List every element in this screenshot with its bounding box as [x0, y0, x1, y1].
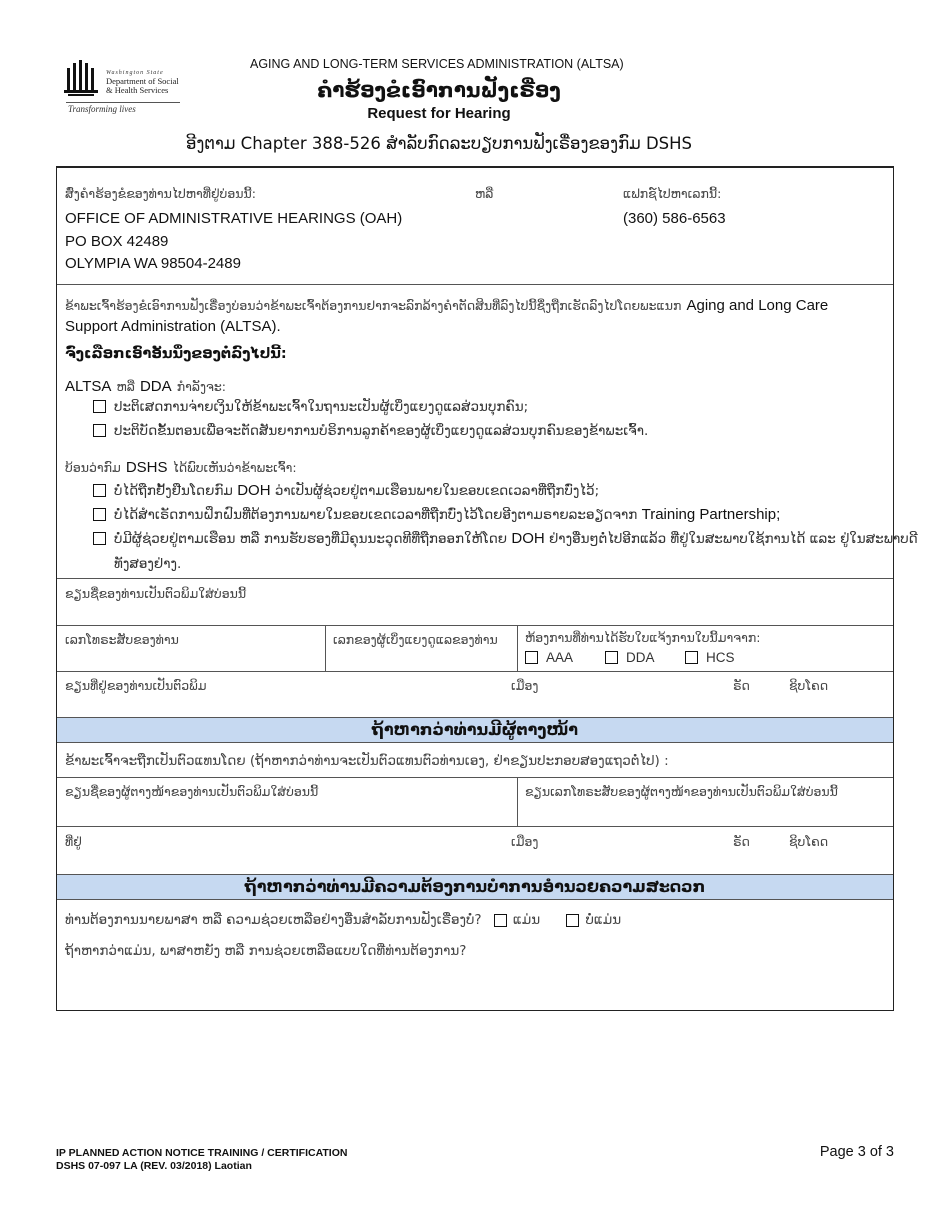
option-label-a: ບໍ່ມີຜູ້ຊ່ວຍຢູ່ຕາມເຮືອນ ຫລື ການຮັບຮອງທີ່ມີຄຸນນະວຸດທີທີ່ຖືກອອກໃຫ້ໂດຍ [114, 531, 508, 547]
checkbox[interactable] [93, 400, 106, 413]
caregiver-number-label: ເລກຂອງຜູ້ເບິ່ງແຍງດູແລຂອງທ່ານ [333, 632, 498, 647]
divider [517, 777, 518, 826]
group1-label [65, 376, 226, 395]
fax-label: ແຟກຊ໌ໄປຫາເລກນີ້: [623, 186, 722, 201]
notice-office-label: ຫ້ອງການທີ່ທ່ານໄດ້ຮັບໃບແຈ້ງການໃບນີ້ມາຈາກ: [525, 630, 761, 645]
training-partnership-label: Training Partnership; [641, 506, 781, 523]
doh-label: DOH [237, 482, 271, 499]
office-aaa-label: AAA [546, 650, 574, 665]
request-intro [65, 295, 885, 337]
option-terminate-contract[interactable] [93, 423, 648, 439]
altsa-label: ALTSA [65, 378, 112, 395]
accommodation-followup: ຖ້າຫາກວ່າແມ່ນ, ພາສາຫຍັງ ຫລື ການຊ່ວຍເຫລືອແບບໃດທີ່ທ່ານຕ້ອງການ? [65, 943, 467, 959]
dshs-label: DSHS [125, 459, 168, 476]
option-no-credential[interactable] [93, 530, 918, 547]
logo-tagline: Transforming lives [68, 104, 136, 114]
name-input[interactable] [57, 600, 893, 624]
representative-city-label: ເມືອງ [511, 834, 539, 849]
page-title: Request for Hearing [367, 105, 511, 122]
checkbox[interactable] [93, 532, 106, 545]
accommodation-input[interactable] [57, 963, 893, 1009]
representative-state-label: ຣັດ [733, 834, 750, 849]
request-intro-lao: ຂ້າພະເຈົ້າຮ້ອງຂໍເອົາການຟັງເຣື່ອງບ່ອນວ່າຂ້າພະເຈົ້າຕ້ອງການຢາກຈະລົກລ້າງຄຳຕັດສິນທີ່ລົງໄປນີ້ຊຶ່ງຖືກເຮັດລົງໄປໂດຍພະແນກ [65, 298, 682, 313]
page-number: Page 3 of 3 [819, 1144, 894, 1160]
form-title: IP PLANNED ACTION NOTICE TRAINING / CERTIFICATION [56, 1147, 348, 1159]
yes-label: ແມ່ນ [512, 912, 541, 928]
group2-label-c: ໄດ້ພົບເຫັນວ່າຂ້າພະເຈົ້າ: [172, 460, 297, 475]
representative-section-heading: ຖ້າຫາກວ່າທ່ານມີຜູ້ຕາງໜ້າ [57, 717, 893, 743]
page-title-lao: ຄຳຮ້ອງຂໍເອົາການຟັງເຣື່ອງ [317, 78, 561, 102]
send-to-label: ສົ່ງຄຳຮ້ອງຂໍຂອງທ່ານໄປຫາທີ່ຢູ່ບ່ອນນີ້: [65, 186, 256, 201]
representative-statement: ຂ້າພະເຈົ້າຈະຖືກເປັນຕົວແທນໂດຍ (ຖ້າຫາກວ່າທ່ານຈະເປັນຕົວແທນຕົວທ່ານເອງ, ຢ່າຂຽນປະກອບສອງແຖວຕໍ່ໄປ) : [65, 753, 669, 769]
option-deny-payment[interactable] [93, 399, 528, 415]
form-number: DSHS 07-097 LA (REV. 03/2018) Laotian [56, 1160, 252, 1172]
option-not-certified[interactable] [93, 482, 599, 499]
phone-label: ເລກໂທຣະສັບຂອງທ່ານ [65, 632, 179, 647]
agency-name: AGING AND LONG-TERM SERVICES ADMINISTRATION (ALTSA) [250, 57, 624, 71]
doh-label: DOH [511, 530, 545, 547]
representative-phone-label: ຂຽນເລກໂທຣະສັບຂອງຜູ້ຕາງໜ້າຂອງທ່ານເປັນຕົວພິມໃສ່ບ່ອນນີ້ [525, 784, 838, 799]
representative-name-input[interactable] [57, 798, 513, 824]
address-label: ຂຽນທີ່ຢູ່ຂອງທ່ານເປັນຕົວພິມ [65, 678, 207, 693]
is-going-to-label: ກຳລັງຈະ: [176, 379, 226, 394]
phone-input[interactable] [57, 646, 323, 670]
office-dda-label: DDA [626, 650, 655, 665]
divider [57, 284, 893, 285]
divider [57, 578, 893, 579]
zip-label: ຊິບໂຄດ [789, 678, 829, 693]
divider [57, 671, 893, 672]
city-label: ເມືອງ [511, 678, 539, 693]
option-label: ປະຕິເສດການຈ່າຍເງິນໃຫ້ຂ້າພະເຈົ້າໃນຖານະເປັນຜູ້ເບິ່ງແຍງດູແລສ່ວນບຸກຄົນ; [114, 399, 529, 415]
representative-zip-label: ຊິບໂຄດ [789, 834, 829, 849]
logo-rule [66, 102, 180, 103]
yes-checkbox[interactable] [494, 914, 507, 927]
representative-phone-input[interactable] [519, 798, 893, 824]
logo-state: Washington State [106, 70, 164, 76]
option-not-trained[interactable] [93, 506, 780, 523]
divider [325, 625, 326, 671]
address-input[interactable] [57, 694, 893, 716]
checkbox[interactable] [685, 651, 698, 664]
logo-dept-line1: Department of Social [106, 76, 179, 86]
logo-dept-line2: & Health Services [106, 85, 169, 95]
page-subtitle: ອີງຕາມ Chapter 388-526 ສຳລັບກົດລະບຽບການຟັງເຣື່ອງຂອງກົມ DSHS [185, 134, 693, 153]
accommodation-section-heading: ຖ້າຫາກວ່າທ່ານມີຄວາມຕ້ອງການບຳການອຳນວຍຄວາມສະດວກ [57, 874, 893, 900]
checkbox[interactable] [525, 651, 538, 664]
hearing-request-form [56, 166, 918, 1011]
checkbox[interactable] [605, 651, 618, 664]
state-label: ຣັດ [733, 678, 750, 693]
option-label: ປະຕິບັດຂັ້ນຕອນເພື່ອຈະຕັດສັນຍາການບໍຣິການລູກຄ້າຂອງຜູ້ເບິ່ງແຍງດູແລສ່ວນບຸກຄົນຂອງຂ້າພະເຈົ້າ. [114, 423, 649, 439]
name-label: ຂຽນຊື່ຂອງທ່ານເປັນຕົວພິມໃສ່ບ່ອນນີ້ [65, 586, 247, 601]
checkbox[interactable] [93, 484, 106, 497]
representative-address-input[interactable] [57, 850, 893, 872]
request-intro-agency-cont: Support Administration (ALTSA). [65, 318, 281, 335]
representative-name-label: ຂຽນຊື່ຂອງຜູ້ຕາງໜ້າຂອງທ່ານເປັນຕົວພິມໃສ່ບ່ອນນີ້ [65, 784, 319, 799]
or-label: ຫລື [116, 379, 135, 394]
fax-number: (360) 586-6563 [623, 210, 726, 227]
group2-label [65, 457, 297, 476]
option-label-c: ວ່າເປັນຜູ້ຊ່ວຍຢູ່ຕາມເຮືອນພາຍໃນຂອບເຂດເວລາທີ່ຖືກບົ່ງໄວ້; [274, 483, 600, 499]
office-hcs-label: HCS [706, 650, 735, 665]
option-label-a: ບໍ່ໄດ້ຖືກຢັ້ງຢືນໂດຍກົມ [114, 483, 233, 499]
office-city: OLYMPIA WA 98504-2489 [65, 255, 241, 272]
checkbox[interactable] [93, 424, 106, 437]
office-pobox: PO BOX 42489 [65, 233, 169, 250]
office-dda-option[interactable] [605, 650, 655, 665]
no-label: ບໍ່ແມ່ນ [585, 912, 622, 928]
office-name: OFFICE OF ADMINISTRATIVE HEARINGS (OAH) [65, 210, 403, 227]
representative-address-label: ທີ່ຢູ່ [65, 834, 82, 849]
or-label: ຫລື [475, 186, 494, 201]
interpreter-question [65, 912, 621, 928]
divider [517, 625, 518, 671]
group2-label-a: ບ້ອນວ່າກົມ [65, 460, 121, 475]
request-intro-agency: Aging and Long Care [686, 297, 829, 314]
interpreter-question-text: ທ່ານຕ້ອງການນາຍພາສາ ຫລື ຄວາມຊ່ວຍເຫລືອຢ່າງອື່ນສຳລັບການຟັງເຣື່ອງບໍ່? [65, 912, 482, 928]
divider [57, 625, 893, 626]
choose-heading: ຈົ່ງເລືອກເອົາອັນນຶ່ງຂອງຕໍ່ລົງໄປນີ້: [65, 346, 287, 362]
divider [57, 777, 893, 778]
office-hcs-option[interactable] [685, 650, 735, 665]
option-label-a: ບໍ່ໄດ້ສຳເຣັດການຝຶກຝົນທີ່ຕ້ອງການພາຍໃນຂອບເຂດເວລາທີ່ຖືກບົ່ງໄວ້ໂດຍອີງຕາມຣາຍລະອຽດຈາກ [114, 507, 638, 523]
option-label-c: ຢ່າງອື່ນໆຕໍ່ໄປອີກແລ້ວ ທີ່ຢູ່ໃນສະພາບໃຊ້ການໄດ້ ແລະ ຢູ່ໃນສະພາບດີ [549, 531, 918, 547]
no-checkbox[interactable] [566, 914, 579, 927]
caregiver-number-input[interactable] [327, 646, 515, 670]
dda-label: DDA [139, 378, 172, 395]
office-aaa-option[interactable] [525, 650, 573, 665]
divider [57, 826, 893, 827]
checkbox[interactable] [93, 508, 106, 521]
option-no-credential-cont: ທັງສອງຢ່າງ. [114, 556, 182, 572]
